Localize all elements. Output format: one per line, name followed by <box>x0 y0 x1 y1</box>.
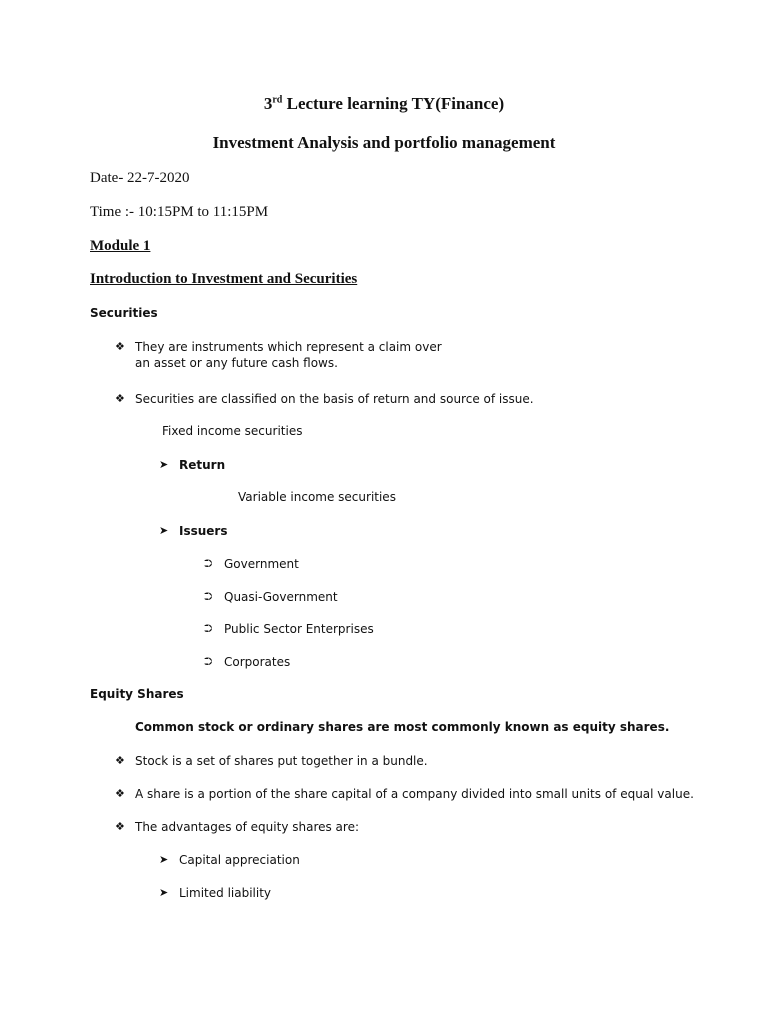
curved-arrow-bullet-icon: ⮊ <box>204 655 213 668</box>
diamond-bullet-icon: ❖ <box>115 392 125 405</box>
date-line: Date- 22-7-2020 <box>90 170 190 186</box>
list-item-text: Quasi-Government <box>224 590 338 604</box>
arrowhead-bullet-icon: ➤ <box>159 524 169 537</box>
equity-shares-label: Equity Shares <box>90 687 184 701</box>
page-subtitle: Investment Analysis and portfolio management <box>212 133 556 152</box>
list-item <box>115 391 534 407</box>
list-item <box>204 654 290 670</box>
module-heading: Module 1 <box>90 238 151 254</box>
list-item-text: Limited liability <box>179 886 272 900</box>
list-item-text: Return <box>179 458 226 472</box>
list-item-text: They are instruments which represent a claim over <box>135 340 442 354</box>
arrowhead-bullet-icon: ➤ <box>159 886 169 899</box>
list-item-text: an asset or any future cash flows. <box>135 356 338 370</box>
list-item <box>204 621 374 637</box>
list-item <box>115 786 694 802</box>
list-item-text: Stock is a set of shares put together in a bundle. <box>135 754 428 768</box>
curved-arrow-bullet-icon: ⮊ <box>204 622 213 635</box>
list-item <box>204 589 338 605</box>
time-line: Time :- 10:15PM to 11:15PM <box>90 204 269 220</box>
list-item-text: Issuers <box>179 524 228 538</box>
fixed-income-text: Fixed income securities <box>162 424 303 438</box>
list-item <box>159 885 271 901</box>
list-item <box>115 819 359 835</box>
variable-income-text: Variable income securities <box>238 490 396 504</box>
section-heading: Introduction to Investment and Securities <box>90 271 358 287</box>
list-item-return <box>159 457 225 473</box>
list-item-issuers <box>159 523 228 539</box>
title-number: 3 <box>263 94 273 113</box>
list-item-text: A share is a portion of the share capital of a company divided into small units of equal value. <box>135 787 694 801</box>
title-text: Lecture learning TY(Finance) <box>282 94 505 113</box>
arrowhead-bullet-icon: ➤ <box>159 853 169 866</box>
list-item-text: Capital appreciation <box>179 853 300 867</box>
curved-arrow-bullet-icon: ⮊ <box>204 557 213 570</box>
list-item <box>204 556 299 572</box>
arrowhead-bullet-icon: ➤ <box>159 458 169 471</box>
list-item-text: The advantages of equity shares are: <box>135 820 360 834</box>
list-item <box>159 852 300 868</box>
list-item-text: Securities are classified on the basis of return and source of issue. <box>135 392 534 406</box>
title-superscript: rd <box>272 94 283 106</box>
list-item-text: Corporates <box>224 655 291 669</box>
list-item <box>115 753 428 769</box>
securities-label: Securities <box>90 306 158 320</box>
diamond-bullet-icon: ❖ <box>115 787 125 800</box>
diamond-bullet-icon: ❖ <box>115 820 125 833</box>
list-item-text: Government <box>224 557 299 571</box>
diamond-bullet-icon: ❖ <box>115 754 125 767</box>
curved-arrow-bullet-icon: ⮊ <box>204 590 213 603</box>
equity-intro-text: Common stock or ordinary shares are most commonly known as equity shares. <box>135 720 670 734</box>
page-title <box>0 94 768 114</box>
list-item-text: Public Sector Enterprises <box>224 622 374 636</box>
list-item <box>115 339 442 371</box>
diamond-bullet-icon: ❖ <box>115 340 125 353</box>
